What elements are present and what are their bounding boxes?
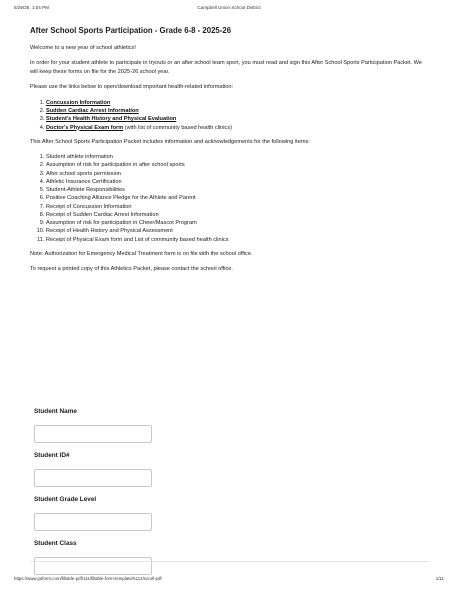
- list-item: 1. Student athlete information: [46, 153, 430, 161]
- student-name-label: Student Name: [34, 408, 77, 415]
- note-text: Note: Authorization for Emergency Medical Treatment form is on file with the school office.: [30, 250, 253, 257]
- page-number: 1/11: [435, 576, 444, 581]
- list-item: 3. After school sports permission: [46, 170, 430, 178]
- list-item: 5. Student-Athlete Responsibilities: [46, 186, 430, 194]
- physical-exam-form-link[interactable]: Doctor's Physical Exam form: [46, 124, 124, 131]
- list-item: 6. Positive Coaching Alliance Pledge for the Athlete and Parent: [46, 194, 430, 202]
- health-history-link[interactable]: Student's Health History and Physical Evaluation: [46, 116, 177, 123]
- student-name-field: [34, 408, 152, 452]
- request-text: To request a printed copy of this Athletics Packet, please contact the school office.: [30, 266, 233, 273]
- footer-url: https://www.jotform.com/fillable-pdf/111/fillable-form-template/5113/scroll-pdf: [14, 576, 162, 581]
- grade-level-label: Student Grade Level: [34, 496, 97, 503]
- list-item: [46, 107, 430, 115]
- grade-level-field: [34, 496, 152, 540]
- list-item: [46, 99, 430, 107]
- student-name-input[interactable]: [34, 425, 152, 443]
- list-item: 11. Receipt of Physical Exam form and List of community based health clinics: [46, 236, 430, 244]
- list-item: 8. Receipt of Sudden Cardiac Arrest Information: [46, 211, 430, 219]
- list-item: 2. Assumption of risk for participation in after school sports: [46, 161, 430, 169]
- print-footer: [14, 576, 444, 581]
- print-datetime: 5/29/25, 1:04 PM: [14, 5, 49, 10]
- student-class-label: Student Class: [34, 540, 77, 547]
- health-links-list: [30, 99, 430, 132]
- student-id-label: Student ID#: [34, 452, 70, 459]
- intro-text: In order for your student athlete to participate in tryouts or an after school team sport, you must read and sign this After School Sports Participation Packet. We will keep these forms on file for the 2025-26 school year.: [30, 60, 422, 75]
- packet-items-list: [30, 153, 430, 244]
- page-title: After School Sports Participation - Grade 6-8 - 2025-26: [30, 26, 232, 35]
- list-item: 7. Receipt of Concussion Information: [46, 203, 430, 211]
- document-body: [30, 26, 430, 281]
- list-item: 9. Assumption of risk for participation in Cheer/Mascot Program: [46, 219, 430, 227]
- student-id-field: [34, 452, 152, 496]
- list-item: [46, 115, 430, 123]
- print-site-title: Campbell Union School District: [197, 5, 261, 10]
- links-intro-text: Please use the links below to open/download important health-related information:: [30, 84, 234, 91]
- student-form: [34, 408, 152, 584]
- list-item: [46, 124, 430, 132]
- student-id-input[interactable]: [34, 469, 152, 487]
- list-item: 10. Receipt of Health History and Physical Assessment: [46, 227, 430, 235]
- print-header: [14, 5, 444, 15]
- student-class-input[interactable]: [34, 557, 152, 575]
- physical-exam-suffix: (with list of community based health clinics): [123, 124, 232, 131]
- divider: [30, 561, 430, 562]
- packet-intro-text: This After School Sports Participation Packet includes information and acknowledgements for the following items:: [30, 138, 310, 145]
- cardiac-arrest-info-link[interactable]: Sudden Cardiac Arrest Information: [46, 107, 139, 114]
- list-item: 4. Athletic Insurance Certification: [46, 178, 430, 186]
- grade-level-input[interactable]: [34, 513, 152, 531]
- concussion-info-link[interactable]: Concussion Information: [46, 99, 111, 106]
- welcome-text: Welcome to a new year of school athletics!: [30, 45, 136, 51]
